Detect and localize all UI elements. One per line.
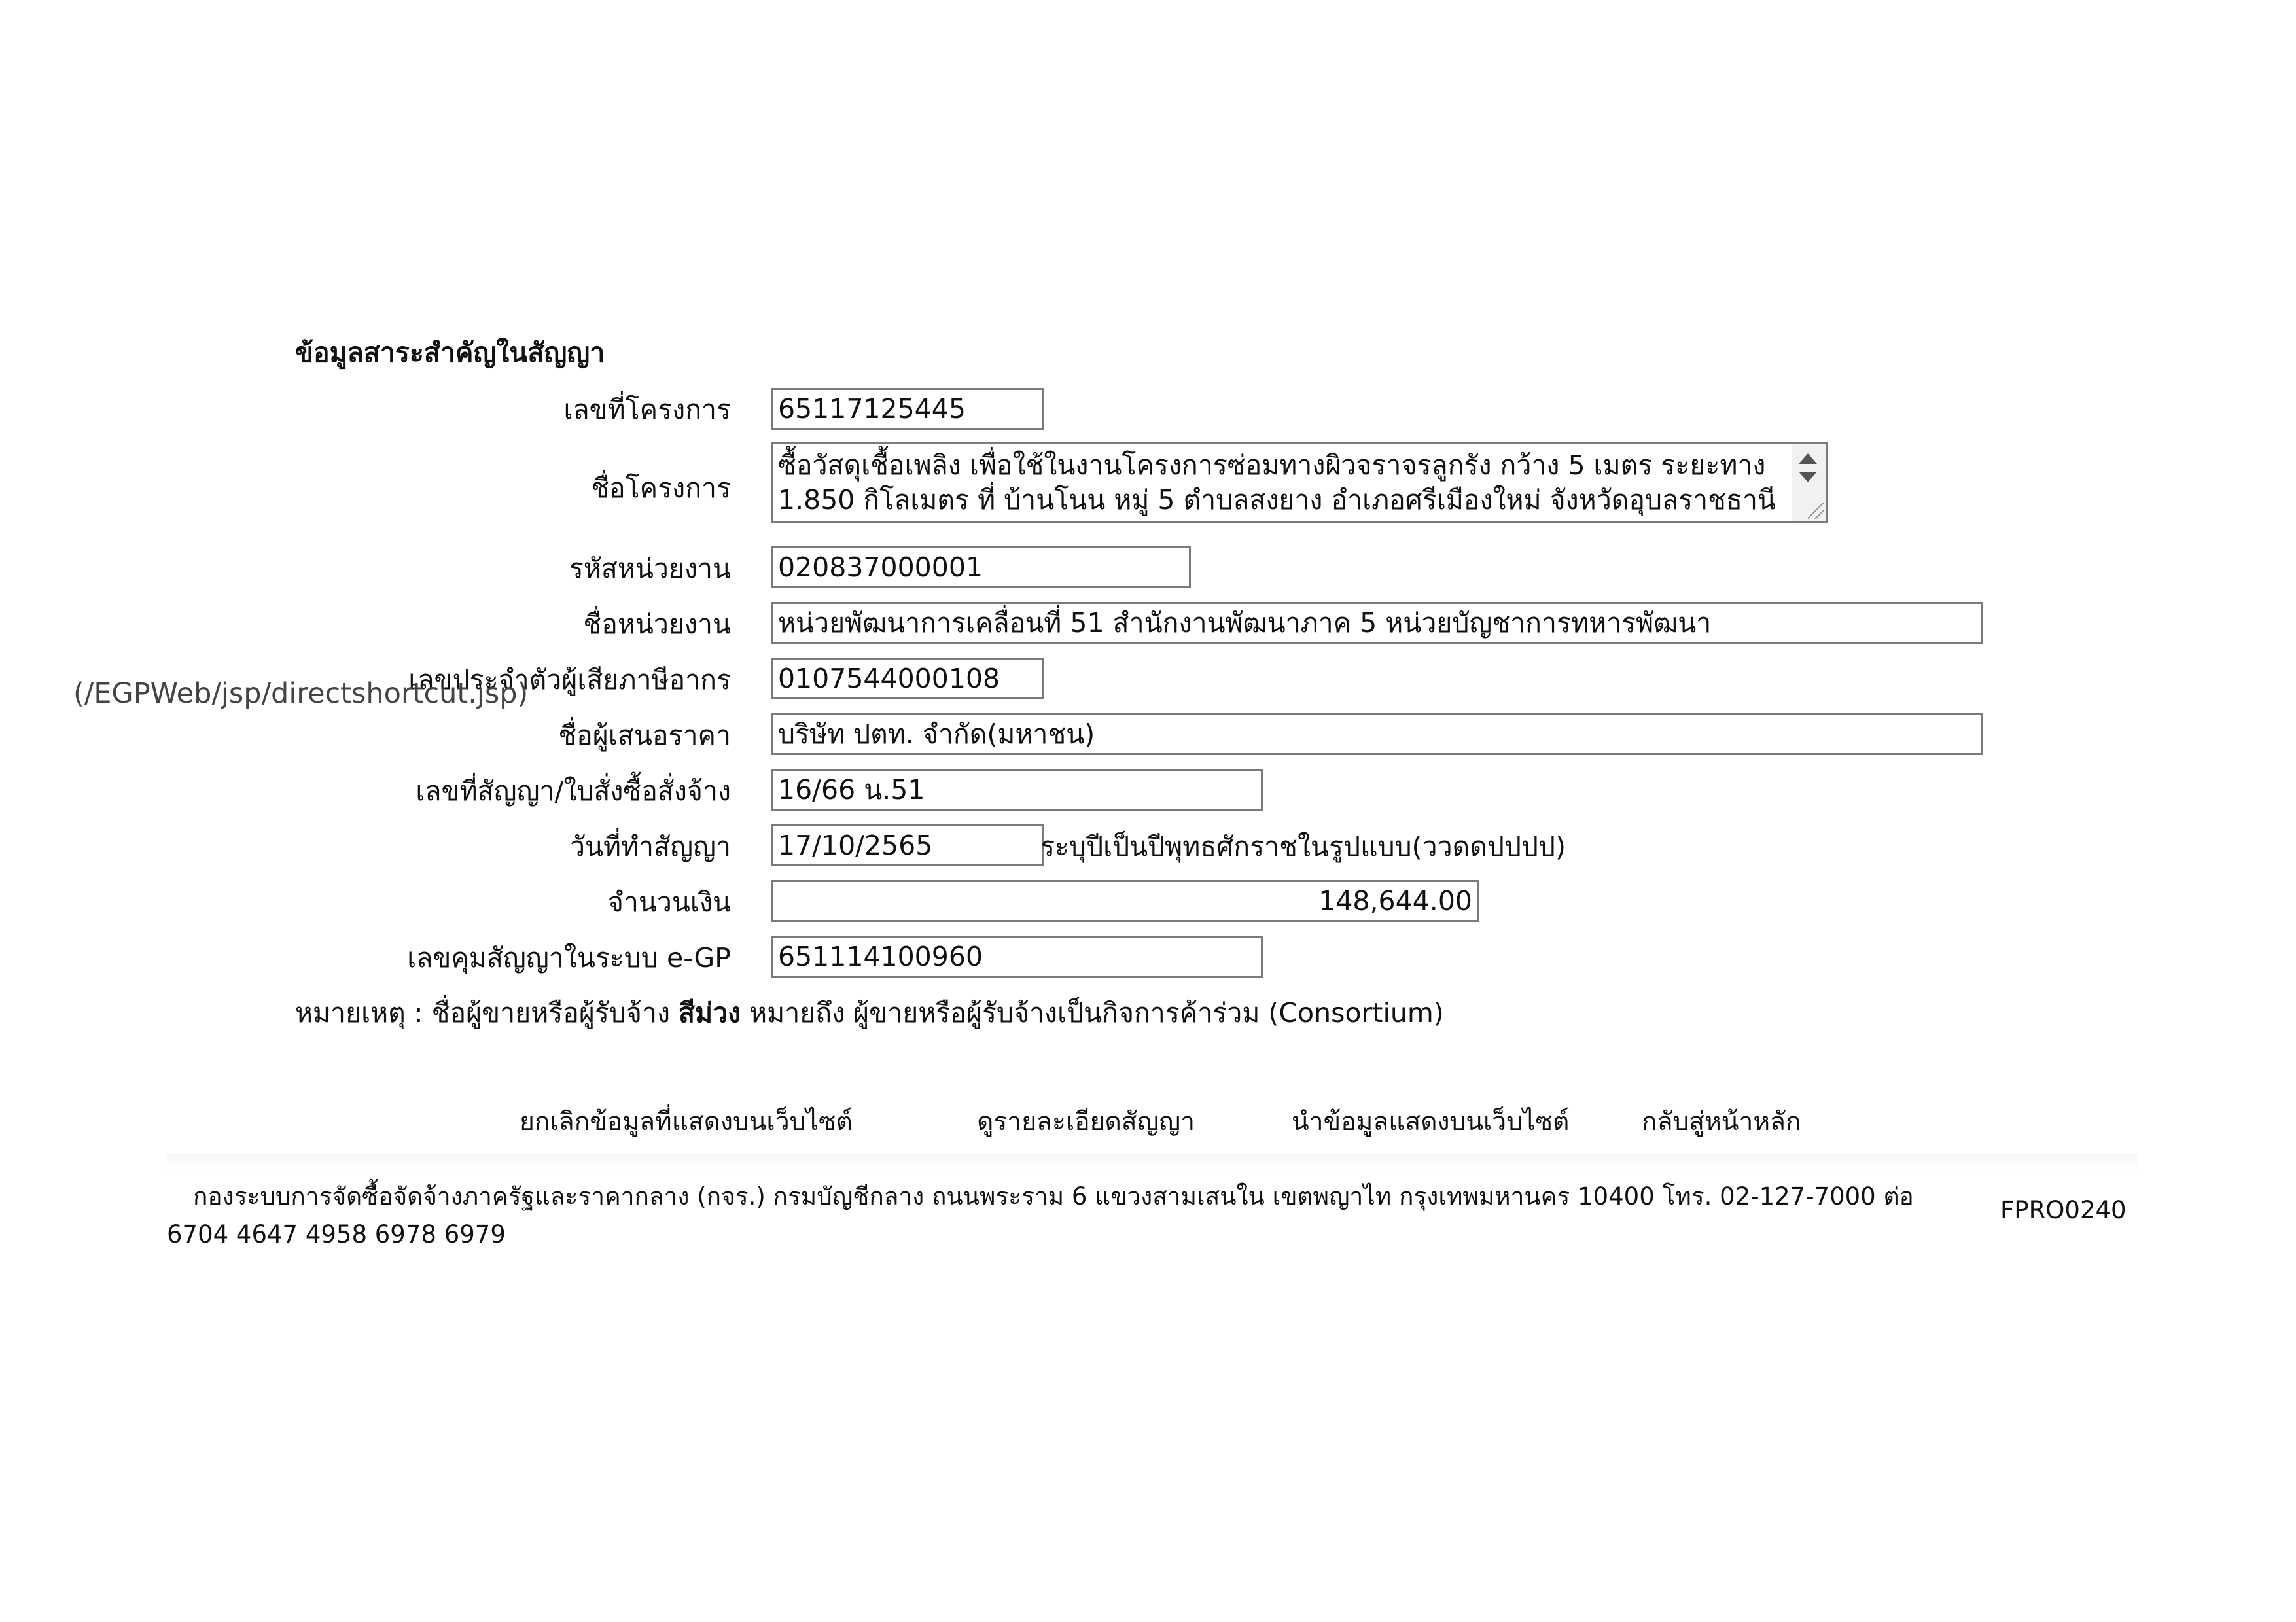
footer-divider — [167, 1154, 2138, 1170]
publish-link[interactable]: นำข้อมูลแสดงบนเว็บไซต์ — [1292, 1107, 1570, 1137]
resize-grip-icon[interactable] — [1808, 503, 1824, 519]
section-title: ข้อมูลสาระสำคัญในสัญญา — [295, 337, 605, 368]
bidder-name-field[interactable]: บริษัท ปตท. จำกัด(มหาชน) — [771, 713, 1983, 755]
tax-id-label: เลขประจำตัวผู้เสียภาษีอากร — [408, 664, 731, 696]
amount-label: จำนวนเงิน — [607, 887, 731, 918]
agency-code-label: รหัสหน่วยงาน — [569, 553, 731, 584]
contract-date-field[interactable]: 17/10/2565 — [771, 824, 1044, 866]
footer-address: กองระบบการจัดซื้อจัดจ้างภาครัฐและราคากลาง (กจร.) กรมบัญชีกลาง ถนนพระราม 6 แขวงสามเสนใน เขตพญาไท กรุงเทพมหานคร 10400 โทร. 02-127-7000 ต่อ 6704 4647 4958 6978 6979 — [167, 1182, 1914, 1248]
scroll-up-arrow-icon[interactable] — [1799, 453, 1817, 464]
scroll-down-arrow-icon[interactable] — [1799, 472, 1817, 482]
egp-control-no-field[interactable]: 651114100960 — [771, 936, 1263, 978]
cancel-display-link[interactable]: ยกเลิกข้อมูลที่แสดงบนเว็บไซต์ — [520, 1107, 853, 1137]
agency-name-label: ชื่อหน่วยงาน — [583, 608, 731, 640]
contract-no-field[interactable]: 16/66 น.51 — [771, 769, 1263, 811]
note-emphasis: สีม่วง — [679, 997, 741, 1029]
project-no-label: เลขที่โครงการ — [563, 394, 731, 425]
egp-control-no-label: เลขคุมสัญญาในระบบ e-GP — [407, 942, 731, 974]
bidder-name-label: ชื่อผู้เสนอราคา — [558, 720, 731, 751]
home-link[interactable]: กลับสู่หน้าหลัก — [1642, 1107, 1801, 1137]
note-prefix: หมายเหตุ : ชื่อผู้ขายหรือผู้รับจ้าง — [295, 997, 679, 1029]
project-no-field[interactable]: 65117125445 — [771, 388, 1044, 430]
agency-code-field[interactable]: 020837000001 — [771, 546, 1191, 588]
page-code: FPRO0240 — [2000, 1196, 2127, 1224]
view-contract-link[interactable]: ดูรายละเอียดสัญญา — [977, 1107, 1195, 1137]
contract-no-label: เลขที่สัญญา/ใบสั่งซื้อสั่งจ้าง — [415, 775, 731, 807]
project-name-textarea[interactable] — [771, 442, 1828, 523]
contract-date-hint: ระบุปีเป็นปีพุทธศักราชในรูปแบบ(ววดดปปปป) — [1040, 831, 1566, 862]
amount-field[interactable]: 148,644.00 — [771, 880, 1479, 922]
agency-name-field[interactable]: หน่วยพัฒนาการเคลื่อนที่ 51 สำนักงานพัฒนาภาค 5 หน่วยบัญชาการทหารพัฒนา — [771, 602, 1983, 644]
tax-id-field[interactable]: 0107544000108 — [771, 658, 1044, 699]
consortium-note — [295, 992, 1444, 1034]
note-suffix: หมายถึง ผู้ขายหรือผู้รับจ้างเป็นกิจการค้าร่วม (Consortium) — [741, 997, 1444, 1029]
project-name-label: ชื่อโครงการ — [591, 472, 731, 504]
contract-date-label: วันที่ทำสัญญา — [569, 831, 731, 862]
project-name-text: ซื้อวัสดุเชื้อเพลิง เพื่อใช้ในงานโครงการซ่อมทางผิวจราจรลูกรัง กว้าง 5 เมตร ระยะทาง 1.850 กิโลเมตร ที่ บ้านโนน หมู่ 5 ตำบลสงยาง อำเภอศรีเมืองใหม่ จังหวัดอุบลราชธานี — [778, 450, 1776, 516]
shortcut-url-text: (/EGPWeb/jsp/directshortcut.jsp) — [73, 677, 529, 710]
